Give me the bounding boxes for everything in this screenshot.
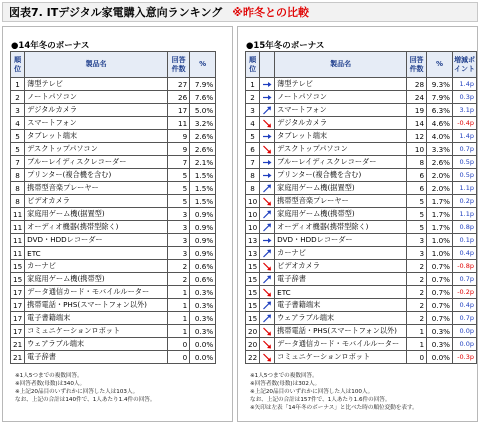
count-cell: 2 [168, 260, 190, 273]
product-name-cell: ETC [275, 286, 407, 299]
trend-flat-arrow-icon [260, 169, 275, 182]
rank-cell: 15 [246, 260, 260, 273]
footnote-line: ※1人5つまでの複数回答。 [15, 373, 83, 379]
trend-down-arrow-icon [260, 143, 275, 156]
rank-cell: 17 [11, 325, 25, 338]
change-points-cell: -0.4p [453, 117, 477, 130]
count-cell: 1 [168, 325, 190, 338]
percent-cell: 5.0% [190, 104, 216, 117]
rank-cell: 20 [246, 325, 260, 338]
header-count: 回答件数 [168, 52, 190, 78]
count-cell: 2 [407, 260, 427, 273]
change-points-cell: 0.4p [453, 247, 477, 260]
comparison-note: ※昨冬との比較 [232, 6, 309, 19]
product-name-cell: スマートフォン [25, 117, 168, 130]
footnote-line: ※矢印は左表「14年冬のボーナス」と比べた時の順位変動を表す。 [250, 405, 418, 411]
table-row [246, 234, 477, 247]
product-name-cell: タブレット端末 [25, 130, 168, 143]
header-count: 回答件数 [407, 52, 427, 78]
rank-cell: 7 [11, 156, 25, 169]
header-trend [260, 52, 275, 78]
product-name-cell: データ通信カード・モバイルルーター [275, 338, 407, 351]
percent-cell: 0.9% [190, 208, 216, 221]
section-heading-2015: ●15年冬のボーナス [246, 41, 325, 51]
table-row [246, 286, 477, 299]
rank-cell: 3 [11, 104, 25, 117]
count-cell: 26 [168, 91, 190, 104]
product-name-cell: 携帯型音楽プレーヤー [275, 195, 407, 208]
change-points-cell: 0.2p [453, 195, 477, 208]
table-row [11, 273, 216, 286]
header-rank: 順位 [246, 52, 260, 78]
footnote-line: ※回答者数(母数)は340人。 [15, 381, 86, 387]
count-cell: 1 [168, 286, 190, 299]
count-cell: 6 [407, 169, 427, 182]
percent-cell: 0.6% [190, 273, 216, 286]
change-points-cell: 1.4p [453, 78, 477, 91]
table-row [246, 312, 477, 325]
table-row [11, 286, 216, 299]
change-points-cell: 0.0p [453, 325, 477, 338]
product-name-cell: ビデオカメラ [25, 195, 168, 208]
trend-up-arrow-icon [260, 273, 275, 286]
change-points-cell: 0.7p [453, 312, 477, 325]
trend-down-arrow-icon [260, 338, 275, 351]
header-change: 増減ポイント [453, 52, 477, 78]
ranking-table-2014 [10, 51, 216, 364]
change-points-cell: 1.1p [453, 182, 477, 195]
count-cell: 17 [168, 104, 190, 117]
count-cell: 11 [168, 117, 190, 130]
header-name: 製品名 [275, 52, 407, 78]
count-cell: 2 [407, 273, 427, 286]
footnotes-2014 [15, 372, 156, 404]
table-row [11, 221, 216, 234]
product-name-cell: デジタルカメラ [25, 104, 168, 117]
percent-cell: 0.7% [427, 299, 453, 312]
section-heading-2014: ●14年冬のボーナス [11, 41, 90, 51]
count-cell: 2 [407, 299, 427, 312]
percent-cell: 0.3% [190, 312, 216, 325]
percent-cell: 1.5% [190, 169, 216, 182]
percent-cell: 2.0% [427, 182, 453, 195]
trend-flat-arrow-icon [260, 91, 275, 104]
trend-flat-arrow-icon [260, 78, 275, 91]
change-points-cell: 0.4p [453, 299, 477, 312]
count-cell: 10 [407, 143, 427, 156]
product-name-cell: 携帯型音楽プレーヤー [25, 182, 168, 195]
table-row [246, 156, 477, 169]
product-name-cell: 薄型テレビ [25, 78, 168, 91]
count-cell: 2 [407, 286, 427, 299]
product-name-cell: コミュニケーションロボット [25, 325, 168, 338]
percent-cell: 2.0% [427, 169, 453, 182]
percent-cell: 0.7% [427, 273, 453, 286]
table-row [11, 247, 216, 260]
percent-cell: 0.0% [190, 351, 216, 364]
count-cell: 0 [168, 351, 190, 364]
table-row [11, 208, 216, 221]
footnote-line: ※回答者数(母数)は302人。 [250, 381, 321, 387]
rank-cell: 5 [11, 143, 25, 156]
count-cell: 5 [407, 208, 427, 221]
table-row [11, 91, 216, 104]
rank-cell: 17 [11, 299, 25, 312]
count-cell: 9 [168, 143, 190, 156]
trend-up-arrow-icon [260, 247, 275, 260]
percent-cell: 0.7% [427, 312, 453, 325]
ranking-body-2015 [246, 78, 477, 364]
count-cell: 3 [407, 247, 427, 260]
panel-2014-winter [2, 26, 233, 422]
rank-cell: 10 [246, 221, 260, 234]
rank-cell: 2 [246, 91, 260, 104]
trend-up-arrow-icon [260, 104, 275, 117]
change-points-cell: 0.5p [453, 169, 477, 182]
rank-cell: 11 [11, 221, 25, 234]
table-row [11, 104, 216, 117]
percent-cell: 0.3% [427, 338, 453, 351]
table-row [246, 182, 477, 195]
trend-up-arrow-icon [260, 312, 275, 325]
percent-cell: 0.0% [190, 338, 216, 351]
rank-cell: 15 [246, 273, 260, 286]
rank-cell: 8 [11, 169, 25, 182]
product-name-cell: デスクトップパソコン [275, 143, 407, 156]
table-row [246, 351, 477, 364]
table-row [246, 273, 477, 286]
count-cell: 5 [407, 221, 427, 234]
percent-cell: 1.0% [427, 234, 453, 247]
rank-cell: 1 [246, 78, 260, 91]
product-name-cell: DVD・HDDレコーダー [275, 234, 407, 247]
count-cell: 2 [407, 312, 427, 325]
product-name-cell: ウェアラブル端末 [25, 338, 168, 351]
count-cell: 28 [407, 78, 427, 91]
count-cell: 7 [168, 156, 190, 169]
rank-cell: 17 [11, 286, 25, 299]
product-name-cell: 家庭用ゲーム機(携帯型) [25, 273, 168, 286]
percent-cell: 0.9% [190, 234, 216, 247]
rank-cell: 11 [11, 247, 25, 260]
change-points-cell: 0.3p [453, 91, 477, 104]
header-pct: % [427, 52, 453, 78]
footnotes-2015 [250, 372, 418, 412]
percent-cell: 0.3% [190, 299, 216, 312]
product-name-cell: 家庭用ゲーム機(携帯型) [275, 208, 407, 221]
percent-cell: 9.3% [427, 78, 453, 91]
percent-cell: 0.9% [190, 247, 216, 260]
trend-down-arrow-icon [260, 195, 275, 208]
change-points-cell: -0.2p [453, 286, 477, 299]
rank-cell: 6 [246, 143, 260, 156]
percent-cell: 2.6% [190, 130, 216, 143]
rank-cell: 5 [246, 130, 260, 143]
change-points-cell: -0.3p [453, 351, 477, 364]
product-name-cell: デジタルカメラ [275, 117, 407, 130]
rank-cell: 15 [246, 299, 260, 312]
product-name-cell: 電子書籍端末 [25, 312, 168, 325]
change-points-cell: 1.4p [453, 130, 477, 143]
ranking-body-2014 [11, 78, 216, 364]
product-name-cell: 家庭用ゲーム機(据置型) [275, 182, 407, 195]
product-name-cell: データ通信カード・モバイルルーター [25, 286, 168, 299]
trend-down-arrow-icon [260, 351, 275, 364]
count-cell: 0 [407, 351, 427, 364]
table-row [246, 104, 477, 117]
rank-cell: 10 [246, 195, 260, 208]
trend-up-arrow-icon [260, 221, 275, 234]
table-row [11, 182, 216, 195]
table-row [246, 117, 477, 130]
count-cell: 1 [407, 338, 427, 351]
rank-cell: 8 [246, 182, 260, 195]
table-row [246, 208, 477, 221]
percent-cell: 3.2% [190, 117, 216, 130]
table-row [11, 260, 216, 273]
percent-cell: 1.0% [427, 247, 453, 260]
change-points-cell: 3.1p [453, 104, 477, 117]
count-cell: 3 [168, 234, 190, 247]
percent-cell: 0.6% [190, 260, 216, 273]
figure-title: 図表7. ITデジタル家電購入意向ランキング [9, 6, 223, 19]
product-name-cell: オーディオ機器(携帯型除く) [25, 221, 168, 234]
rank-cell: 3 [246, 104, 260, 117]
percent-cell: 2.6% [427, 156, 453, 169]
percent-cell: 7.9% [427, 91, 453, 104]
table-row [11, 351, 216, 364]
header-pct: % [190, 52, 216, 78]
rank-cell: 17 [11, 312, 25, 325]
table-row [246, 169, 477, 182]
trend-flat-arrow-icon [260, 130, 275, 143]
product-name-cell: ウェアラブル端末 [275, 312, 407, 325]
percent-cell: 0.0% [427, 351, 453, 364]
count-cell: 6 [407, 182, 427, 195]
count-cell: 5 [407, 195, 427, 208]
product-name-cell: 電子辞書 [25, 351, 168, 364]
trend-down-arrow-icon [260, 325, 275, 338]
count-cell: 9 [168, 130, 190, 143]
product-name-cell: 家庭用ゲーム機(据置型) [25, 208, 168, 221]
change-points-cell: 1.1p [453, 208, 477, 221]
trend-down-arrow-icon [260, 286, 275, 299]
change-points-cell: -0.8p [453, 260, 477, 273]
table-row [246, 338, 477, 351]
rank-cell: 4 [11, 117, 25, 130]
rank-cell: 5 [11, 130, 25, 143]
change-points-cell: 0.7p [453, 143, 477, 156]
table-row [11, 143, 216, 156]
change-points-cell: 0.0p [453, 338, 477, 351]
rank-cell: 11 [11, 234, 25, 247]
rank-cell: 13 [246, 234, 260, 247]
trend-down-arrow-icon [260, 260, 275, 273]
rank-cell: 8 [246, 169, 260, 182]
percent-cell: 1.5% [190, 182, 216, 195]
product-name-cell: オーディオ機器(携帯型除く) [275, 221, 407, 234]
percent-cell: 2.6% [190, 143, 216, 156]
product-name-cell: カーナビ [25, 260, 168, 273]
percent-cell: 1.7% [427, 221, 453, 234]
table-row [246, 143, 477, 156]
product-name-cell: ビデオカメラ [275, 260, 407, 273]
trend-up-arrow-icon [260, 299, 275, 312]
count-cell: 3 [168, 247, 190, 260]
product-name-cell: デスクトップパソコン [25, 143, 168, 156]
rank-cell: 7 [246, 156, 260, 169]
percent-cell: 0.7% [427, 260, 453, 273]
product-name-cell: 電子辞書 [275, 273, 407, 286]
percent-cell: 0.3% [190, 325, 216, 338]
percent-cell: 7.9% [190, 78, 216, 91]
rank-cell: 22 [246, 351, 260, 364]
footnote-line: なお、上記の合計は140件で、1人あたり1.4件の回答。 [15, 397, 156, 403]
count-cell: 5 [168, 195, 190, 208]
count-cell: 14 [407, 117, 427, 130]
table-row [246, 260, 477, 273]
percent-cell: 0.9% [190, 221, 216, 234]
rank-cell: 1 [11, 78, 25, 91]
percent-cell: 1.5% [190, 195, 216, 208]
table-row [246, 221, 477, 234]
count-cell: 3 [407, 234, 427, 247]
product-name-cell: ETC [25, 247, 168, 260]
table-row [246, 91, 477, 104]
product-name-cell: プリンター(複合機を含む) [275, 169, 407, 182]
table-row [11, 117, 216, 130]
ranking-table-2015 [245, 51, 477, 364]
trend-up-arrow-icon [260, 208, 275, 221]
rank-cell: 8 [11, 182, 25, 195]
count-cell: 19 [407, 104, 427, 117]
table-row [246, 78, 477, 91]
percent-cell: 1.7% [427, 208, 453, 221]
product-name-cell: コミュニケーションロボット [275, 351, 407, 364]
footnote-line: ※上記20品目のいずれかに回答した人は103人。 [15, 389, 139, 395]
percent-cell: 0.3% [190, 286, 216, 299]
header-name: 製品名 [25, 52, 168, 78]
table-row [246, 299, 477, 312]
count-cell: 3 [168, 221, 190, 234]
product-name-cell: タブレット端末 [275, 130, 407, 143]
percent-cell: 7.6% [190, 91, 216, 104]
count-cell: 24 [407, 91, 427, 104]
table-row [11, 325, 216, 338]
product-name-cell: ノートパソコン [275, 91, 407, 104]
table-row [11, 130, 216, 143]
table-row [246, 247, 477, 260]
rank-cell: 20 [246, 338, 260, 351]
rank-cell: 8 [11, 195, 25, 208]
table-row [11, 338, 216, 351]
change-points-cell: 0.8p [453, 221, 477, 234]
rank-cell: 15 [11, 260, 25, 273]
product-name-cell: スマートフォン [275, 104, 407, 117]
rank-cell: 10 [246, 208, 260, 221]
table-row [246, 325, 477, 338]
footnote-line: ※上記20品目のいずれかに回答した人は100人。 [250, 389, 374, 395]
trend-down-arrow-icon [260, 117, 275, 130]
percent-cell: 1.7% [427, 195, 453, 208]
product-name-cell: ブルーレイディスクレコーダー [25, 156, 168, 169]
count-cell: 1 [407, 325, 427, 338]
product-name-cell: DVD・HDDレコーダー [25, 234, 168, 247]
product-name-cell: 薄型テレビ [275, 78, 407, 91]
footnote-line: ※1人5つまでの複数回答。 [250, 373, 318, 379]
table-row [11, 299, 216, 312]
rank-cell: 11 [11, 208, 25, 221]
percent-cell: 4.0% [427, 130, 453, 143]
product-name-cell: 電子書籍端末 [275, 299, 407, 312]
product-name-cell: カーナビ [275, 247, 407, 260]
count-cell: 1 [168, 312, 190, 325]
table-row [11, 195, 216, 208]
product-name-cell: ブルーレイディスクレコーダー [275, 156, 407, 169]
count-cell: 12 [407, 130, 427, 143]
header-rank: 順位 [11, 52, 25, 78]
rank-cell: 13 [246, 247, 260, 260]
table-row [11, 156, 216, 169]
table-row [11, 234, 216, 247]
rank-cell: 15 [246, 312, 260, 325]
product-name-cell: ノートパソコン [25, 91, 168, 104]
panel-2015-winter [237, 26, 478, 422]
percent-cell: 2.1% [190, 156, 216, 169]
figure-title-bar [2, 2, 478, 22]
footnote-line: なお、上記の合計は157件で、1人あたり1.6件の回答。 [250, 397, 391, 403]
change-points-cell: 0.5p [453, 156, 477, 169]
rank-cell: 15 [11, 273, 25, 286]
trend-flat-arrow-icon [260, 156, 275, 169]
count-cell: 27 [168, 78, 190, 91]
rank-cell: 2 [11, 91, 25, 104]
trend-up-arrow-icon [260, 182, 275, 195]
count-cell: 8 [407, 156, 427, 169]
rank-cell: 15 [246, 286, 260, 299]
count-cell: 5 [168, 169, 190, 182]
table-row [11, 78, 216, 91]
rank-cell: 4 [246, 117, 260, 130]
count-cell: 3 [168, 208, 190, 221]
table-row [246, 130, 477, 143]
percent-cell: 3.3% [427, 143, 453, 156]
change-points-cell: 0.1p [453, 234, 477, 247]
product-name-cell: プリンター(複合機を含む) [25, 169, 168, 182]
product-name-cell: 携帯電話・PHS(スマートフォン以外) [275, 325, 407, 338]
count-cell: 5 [168, 182, 190, 195]
percent-cell: 6.3% [427, 104, 453, 117]
percent-cell: 0.7% [427, 286, 453, 299]
change-points-cell: 0.7p [453, 273, 477, 286]
rank-cell: 21 [11, 351, 25, 364]
table-row [11, 169, 216, 182]
count-cell: 2 [168, 273, 190, 286]
percent-cell: 4.6% [427, 117, 453, 130]
percent-cell: 0.3% [427, 325, 453, 338]
table-row [11, 312, 216, 325]
trend-flat-arrow-icon [260, 234, 275, 247]
table-row [246, 195, 477, 208]
count-cell: 0 [168, 338, 190, 351]
rank-cell: 21 [11, 338, 25, 351]
count-cell: 1 [168, 299, 190, 312]
product-name-cell: 携帯電話・PHS(スマートフォン以外) [25, 299, 168, 312]
